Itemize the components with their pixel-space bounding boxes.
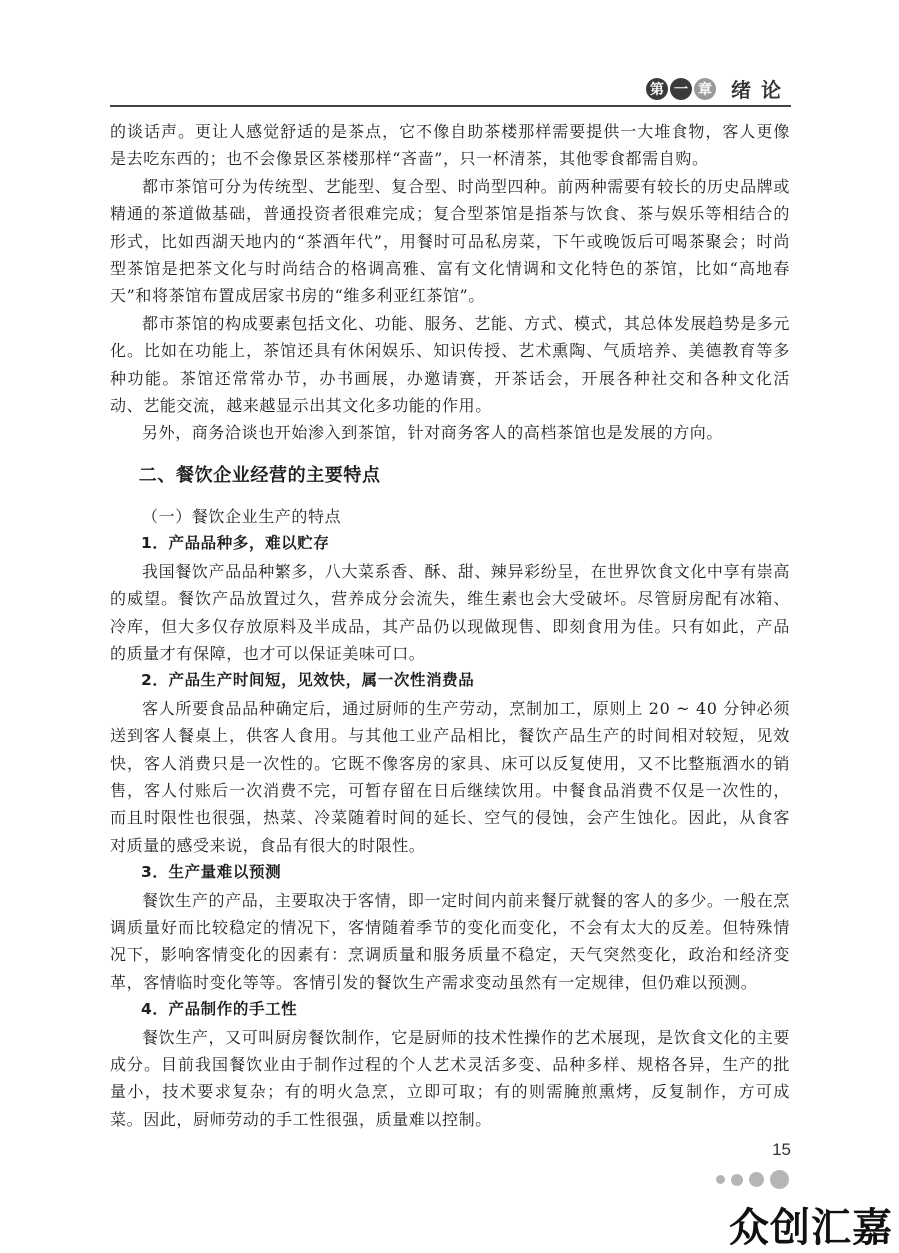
item-heading-2: 2．产品生产时间短，见效快，属一次性消费品 bbox=[141, 671, 475, 690]
chapter-prefix-badge: 第 bbox=[646, 78, 668, 100]
paragraph: 都市茶馆的构成要素包括文化、功能、服务、艺能、方式、模式，其总体发展趋势是多元化。比如在功能上，茶馆还具有休闲娱乐、知识传授、艺术熏陶、气质培养、美德教育等多种功能。茶馆还常常办节，办书画展，办邀请赛，开茶话会，开展各种社交和各种文化活动、艺能交流，越来越显示出其文化多功能的作用。 bbox=[110, 313, 790, 416]
item-text-4: 餐饮生产，又可叫厨房餐饮制作，它是厨师的技术性操作的艺术展现，是饮食文化的主要成分。目前我国餐饮业由于制作过程的个人艺术灵活多变、品种多样、规格各异，生产的批量小，技术要求复杂；有的明火急烹，立即可取；有的则需腌煎熏烤，反复制作，方可成菜。因此，厨师劳动的手工性很强，质量难以控制。 bbox=[110, 1027, 790, 1129]
chapter-suffix-badge: 章 bbox=[694, 78, 716, 100]
paragraph: 都市茶馆可分为传统型、艺能型、复合型、时尚型四种。前两种需要有较长的历史品牌或精通的茶道做基础，普通投资者很难完成；复合型茶馆是指茶与饮食、茶与娱乐等相结合的形式，比如西湖天地内的“茶酒年代”，用餐时可品私房菜，下午或晚饭后可喝茶聚会；时尚型茶馆是把茶文化与时尚结合的格调高雅、富有文化情调和文化特色的茶馆，比如“高地春天”和将茶馆布置成居家书房的“维多利亚红茶馆”。 bbox=[110, 176, 790, 306]
item-text-3: 餐饮生产的产品，主要取决于客情，即一定时间内前来餐厅就餐的客人的多少。一般在烹调质量好而比较稳定的情况下，客情随着季节的变化而变化，不会有太大的反差。但特殊情况下，影响客情变化的因素有：烹调质量和服务质量不稳定，天气突然变化，政治和经济变革，客情临时变化等等。客情引发的餐饮生产需求变动虽然有一定规律，但仍难以预测。 bbox=[110, 890, 790, 992]
item-heading-4: 4．产品制作的手工性 bbox=[141, 1000, 298, 1019]
paragraph: 另外，商务洽谈也开始渗入到茶馆，针对商务客人的高档茶馆也是发展的方向。 bbox=[142, 423, 724, 443]
page-body bbox=[110, 118, 790, 1133]
chapter-title: 绪论 bbox=[731, 78, 791, 102]
subsection-heading: （一）餐饮企业生产的特点 bbox=[142, 506, 342, 526]
dot-icon bbox=[731, 1174, 743, 1186]
item-text-2: 客人所要食品品种确定后，通过厨师的生产劳动，烹制加工，原则上 20 ~ 40 分钟必须送到客人餐桌上，供客人食用。与其他工业产品相比，餐饮产品生产的时间相对较短，见效快，客人消费只是一次性的。它既不像客房的家具、床可以反复使用，又不比整瓶酒水的销售，客人付账后一次消费不完，可暂存留在日后继续饮用。中餐食品消费不仅是一次性的，而且时限性也很强，热菜、冷菜随着时间的延长、空气的侵蚀，会产生蚀化。因此，从食客对质量的感受来说，食品有很大的时限性。 bbox=[110, 698, 790, 855]
dot-icon bbox=[749, 1172, 764, 1187]
item-heading-1: 1．产品品种多，难以贮存 bbox=[141, 534, 330, 553]
chapter-header bbox=[645, 74, 791, 103]
item-heading-3: 3．生产量难以预测 bbox=[141, 863, 282, 882]
page-number: 15 bbox=[772, 1140, 791, 1159]
section-heading: 二、餐饮企业经营的主要特点 bbox=[138, 464, 381, 486]
header-divider bbox=[110, 105, 791, 107]
item-text-1: 我国餐饮产品品种繁多，八大菜系香、酥、甜、辣异彩纷呈，在世界饮食文化中享有崇高的威望。餐饮产品放置过久，营养成分会流失，维生素也会大受破坏。尽管厨房配有冰箱、冷库，但大多仅存放原料及半成品，其产品仍以现做现售、即刻食用为佳。只有如此，产品的质量才有保障，也才可以保证美味可口。 bbox=[110, 561, 790, 663]
paragraph-continued: 的谈话声。更让人感觉舒适的是茶点，它不像自助茶楼那样需要提供一大堆食物，客人更像是去吃东西的；也不会像景区茶楼那样“吝啬”，只一杯清茶，其他零食都需自购。 bbox=[110, 122, 790, 169]
dot-icon bbox=[770, 1170, 789, 1189]
chapter-number-badge: 一 bbox=[670, 78, 692, 100]
dot-icon bbox=[716, 1175, 725, 1184]
watermark-logo: 众创汇嘉 bbox=[729, 1205, 893, 1251]
decorative-dots bbox=[716, 1170, 789, 1189]
